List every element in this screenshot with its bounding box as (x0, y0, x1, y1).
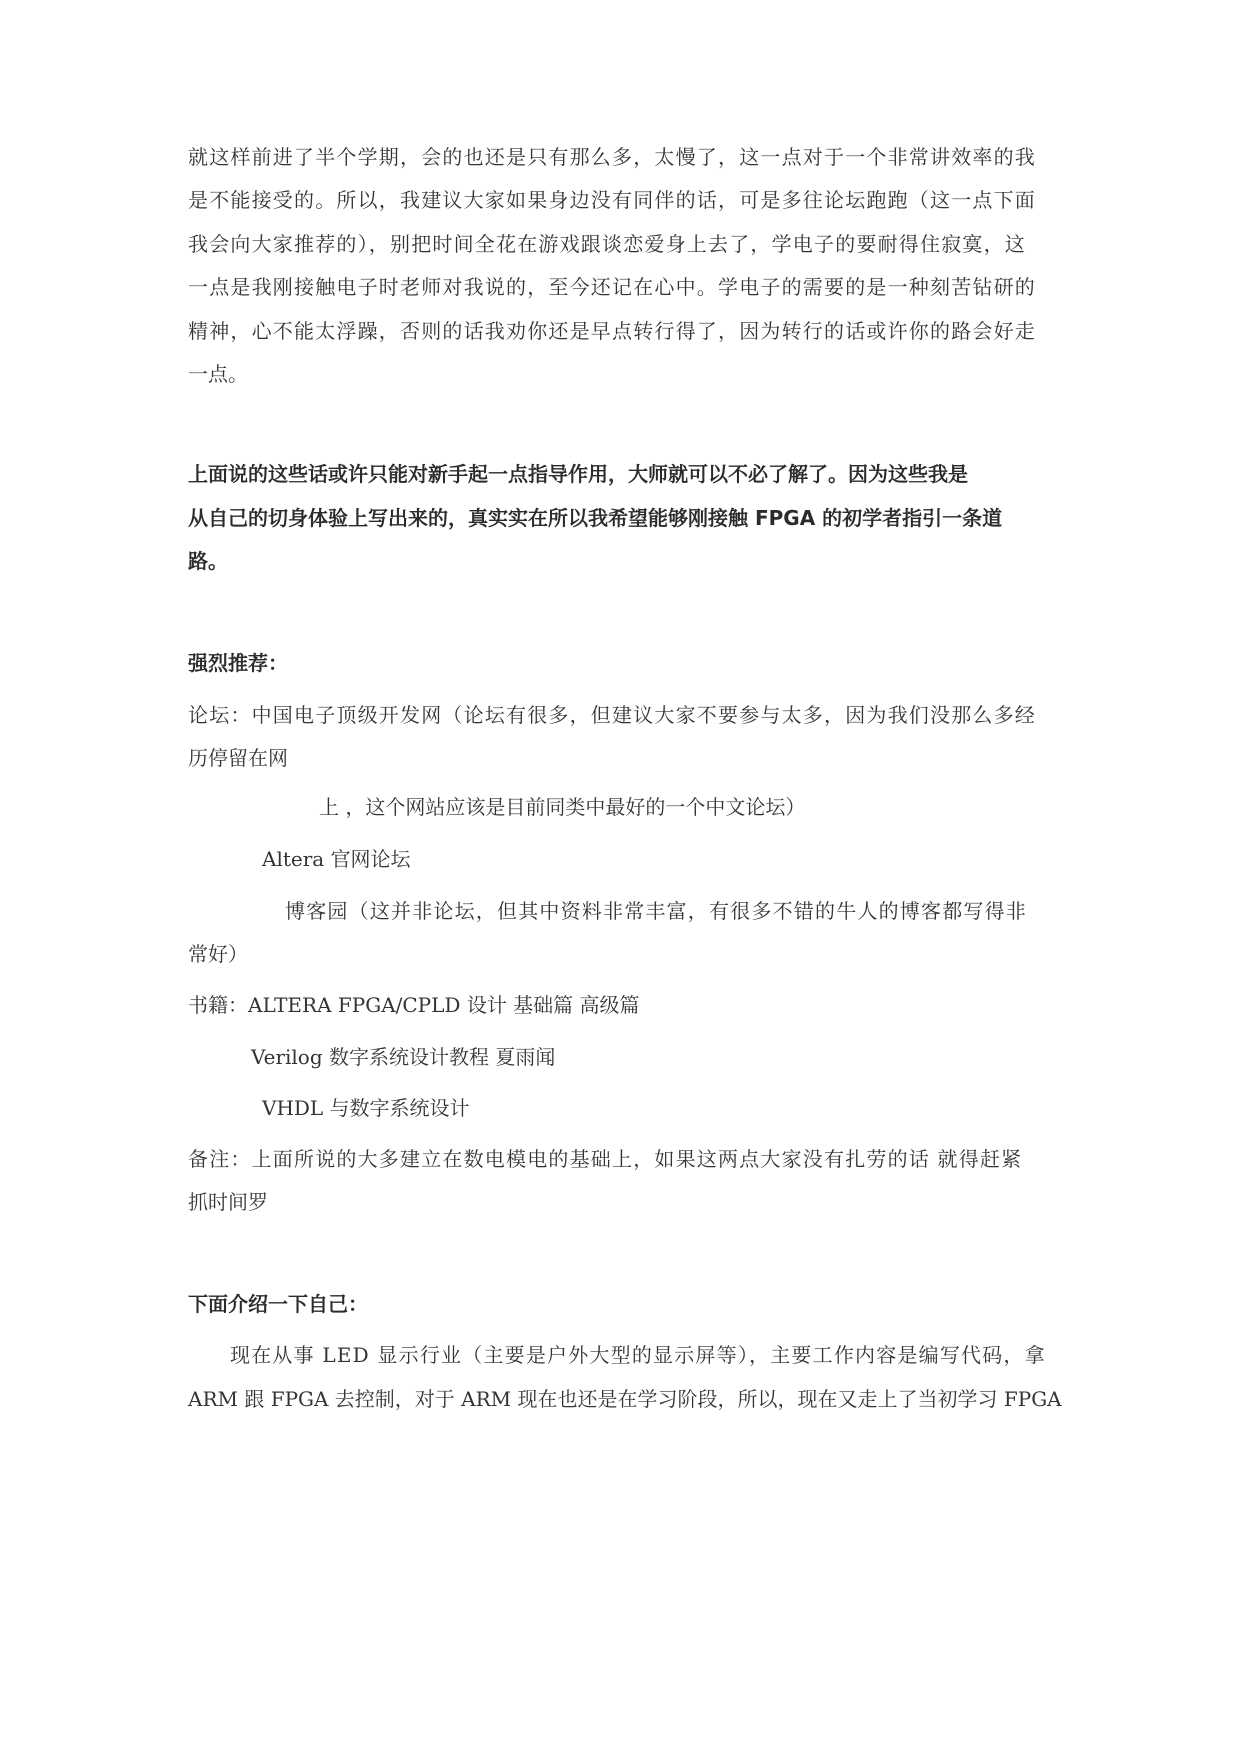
forum-line-2: 历停留在网 (188, 746, 288, 770)
intro-line-1: 现在从事 LED 显示行业（主要是户外大型的显示屏等），主要工作内容是编写代码，拿 (230, 1343, 1046, 1367)
bold-paragraph-line-2: 从自己的切身体验上写出来的，真实实在所以我希望能够刚接触 FPGA 的初学者指引一条道 (188, 506, 1003, 530)
blog-line-2: 常好） (188, 942, 248, 966)
paragraph-1-line-3: 我会向大家推荐的），别把时间全花在游戏跟谈恋爱身上去了，学电子的要耐得住寂寞，这 (188, 232, 1026, 256)
paragraph-1-line-6: 一点。 (188, 362, 248, 386)
blog-line-1: 博客园（这并非论坛，但其中资料非常丰富，有很多不错的牛人的博客都写得非 (285, 899, 1027, 923)
intro-heading: 下面介绍一下自己： (188, 1292, 368, 1316)
note-line-1: 备注：上面所说的大多建立在数电模电的基础上，如果这两点大家没有扎劳的话 就得赶紧 (188, 1147, 1023, 1171)
bold-paragraph-line-1: 上面说的这些话或许只能对新手起一点指导作用，大师就可以不必了解了。因为这些我是 (188, 462, 968, 486)
books-line-2: Verilog 数字系统设计教程 夏雨闻 (251, 1045, 556, 1069)
paragraph-1-line-1: 就这样前进了半个学期，会的也还是只有那么多，太慢了，这一点对于一个非常讲效率的我 (188, 145, 1036, 169)
recommend-heading: 强烈推荐： (188, 651, 288, 675)
intro-line-2: ARM 跟 FPGA 去控制，对于 ARM 现在也还是在学习阶段，所以，现在又走上了当初学习 FPGA (188, 1387, 1062, 1411)
altera-forum-line: Altera 官网论坛 (262, 847, 411, 871)
forum-line-3: 上 ，这个网站应该是目前同类中最好的一个中文论坛） (319, 795, 806, 819)
books-line-1: 书籍：ALTERA FPGA/CPLD 设计 基础篇 高级篇 (188, 993, 640, 1017)
forum-line-1: 论坛：中国电子顶级开发网（论坛有很多，但建议大家不要参与太多，因为我们没那么多经 (188, 703, 1036, 727)
paragraph-1-line-2: 是不能接受的。所以，我建议大家如果身边没有同伴的话，可是多往论坛跑跑（这一点下面 (188, 188, 1036, 212)
paragraph-1-line-4: 一点是我刚接触电子时老师对我说的，至今还记在心中。学电子的需要的是一种刻苦钻研的 (188, 275, 1036, 299)
bold-paragraph-line-3: 路。 (188, 549, 228, 573)
note-line-2: 抓时间罗 (188, 1190, 268, 1214)
books-line-3: VHDL 与数字系统设计 (262, 1096, 470, 1120)
paragraph-1-line-5: 精神，心不能太浮躁，否则的话我劝你还是早点转行得了，因为转行的话或许你的路会好走 (188, 319, 1036, 343)
